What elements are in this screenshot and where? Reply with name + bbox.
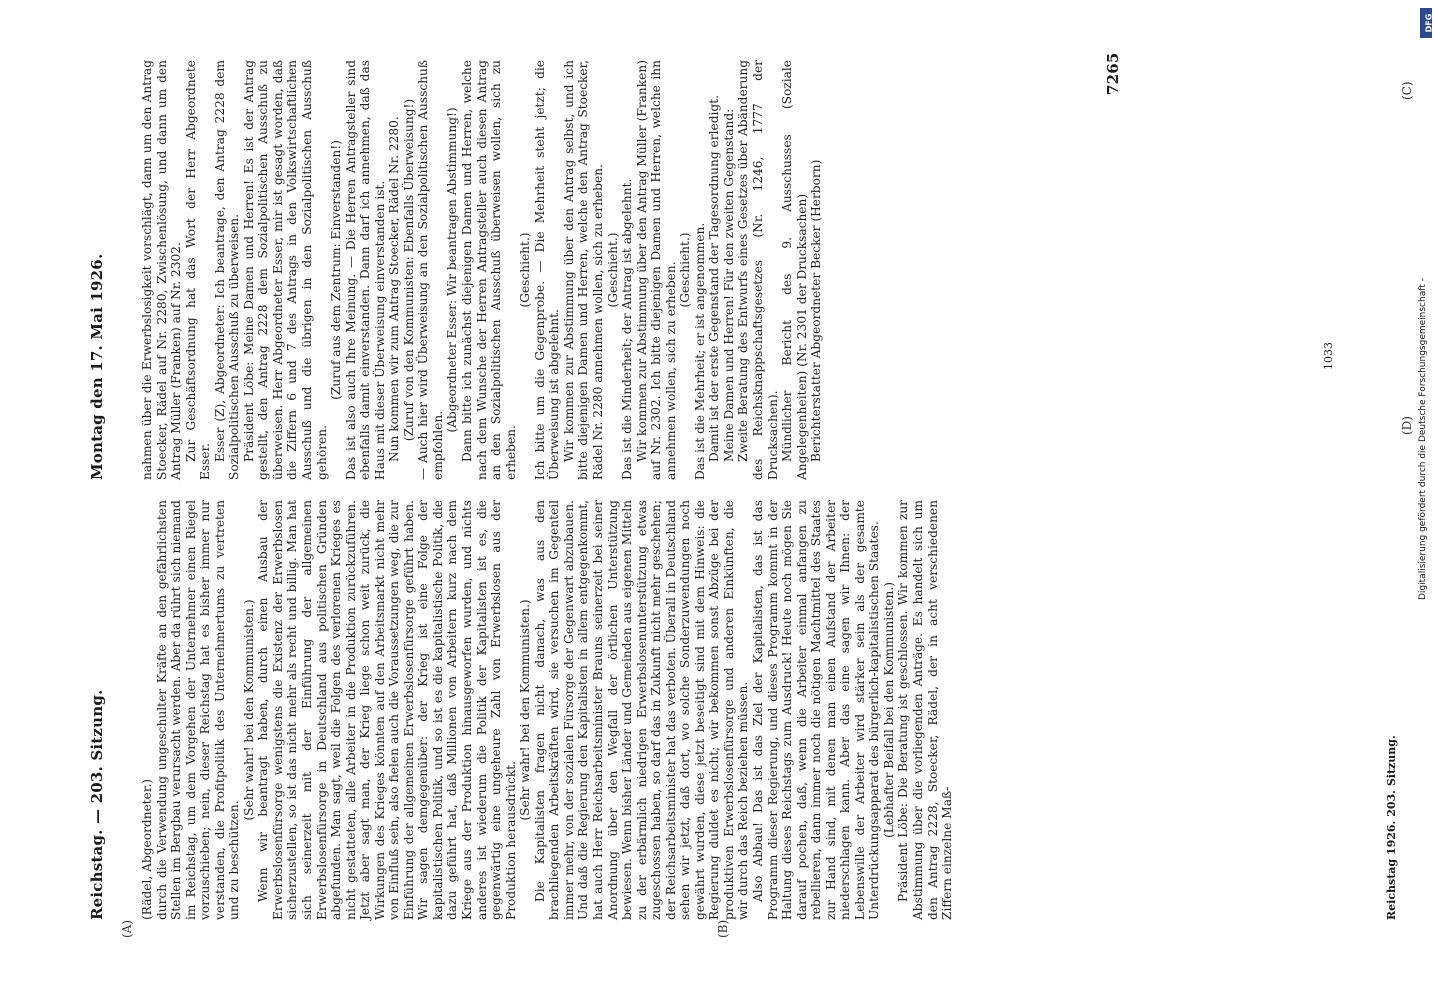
paragraph: Dann bitte ich zunächst diejenigen Damen und Herren, welche nach dem Wunsche der Herren Antragsteller auch diesen Antrag an den Sozialpolitischen Ausschuß überweisen wollen, sich zu erheben. — [460, 60, 518, 480]
paragraph: Die Kapitalisten fragen nicht danach, was aus den brachliegenden Arbeitskräften wird, sie versuchen im Gegenteil immer mehr, von der sozialen Fürsorge der Gegenwart abzubauen. Und daß die Regierung den Kapitalisten in allem entgegenkommt, hat auch Herr Reichsarbeitsminister Brauns seinerzeit bei seiner Anordnung über den Wegfall der örtlichen Unterstützung bewiesen. Wenn bisher Länder und Gemeinden aus eigenen Mitteln zu der erbärmlich niedrigen Erwerbslosenunterstützung etwas zugeschossen haben, so darf das in Zukunft nicht mehr geschehen; der Reichsarbeitsminister hat das verboten. Überall in Deutschland sehen wir jetzt, daß dort, wo solche Sonderzuwendungen noch gewährt wurden, diese jetzt beseitigt sind mit dem Hinweis: die Regierung duldet es nicht; wir bekommen sonst Abzüge bei der produktiven Erwerbslosenfürsorge und anderen Einkünften, die wir durch das Reich beziehen müssen. — [532, 500, 751, 920]
paragraph: Esser (Z), Abgeordneter: Ich beantrage, den Antrag 2228 dem Sozialpolitischen Ausschuß zu überweisen. — [212, 60, 242, 480]
margin-letter-d: (D) — [1400, 416, 1414, 435]
margin-letter-a: (A) — [120, 919, 134, 938]
paragraph: Zweite Beratung des Entwurfs eines Gesetzes über Abänderung des Reichsknappschaftsgesetzes (Nr. 1246, 1777 der Drucksachen). — [736, 60, 780, 480]
text-column-right — [140, 60, 1400, 480]
page-number: 7265 — [1104, 52, 1122, 95]
paragraph: Das ist also auch Ihre Meinung. — Die Herren Antragsteller sind ebenfalls damit einverstanden. Dann darf ich annehmen, daß das Haus mit dieser Überweisung einverstanden ist. — [343, 60, 387, 480]
interjection: (Sehr wahr! bei den Kommunisten.) — [241, 599, 256, 821]
running-header-right: Montag den 17. Mai 1926. — [88, 253, 106, 480]
margin-letter-b: (B) — [716, 919, 730, 938]
paragraph: Wir kommen zur Abstimmung über den Antrag Müller (Franken) auf Nr. 2302. Ich bitte diejenigen Damen und Herren, welche ihn annehmen wollen, sich zu erheben. — [634, 60, 678, 480]
paragraph: Nun kommen wir zum Antrag Stoecker, Rädel Nr. 2280. — [387, 116, 402, 462]
paragraph: Präsident Löbe: Meine Damen und Herren! Es ist der Antrag gestellt, den Antrag 2228 dem Sozialpolitischen Ausschuß zu überweisen. Herr Abgeordneter Esser, mir ist gesagt worden, daß die Ziffern 6 und 7 des Antrags in den Volkswirtschaftlichen Ausschuß und die übrigen in den Sozialpolitischen Ausschuß gehören. — [241, 60, 329, 480]
interjection: (Zuruf aus dem Zentrum: Einverstanden!) — [329, 140, 344, 400]
paragraph: Also Abbau! Das ist das Ziel der Kapitalisten, das ist das Programm dieser Regierung, und dieses Programm kommt in der Haltung dieses Reichstags zum Ausdruck! Heute noch mögen Sie darauf pochen, daß, wenn die Arbeiter einmal anfangen zu rebellieren, dann immer noch die nötigen Machtmittel des Staates zur Hand sind, mit denen man einen Aufstand der Arbeiter niederschlagen kann. Aber das eine sagen wir Ihnen: der Lebenswille der Arbeiter wird stärker sein als der gesamte Unterdrückungsapparat des bürgerlich-kapitalistischen Staates. — [750, 500, 882, 920]
paragraph: Ich bitte um die Gegenprobe. — Die Mehrheit steht jetzt; die Überweisung ist abgelehnt. — [532, 60, 562, 480]
margin-letter-c: (C) — [1400, 81, 1414, 100]
funding-credit — [1418, 278, 1428, 600]
paragraph: Mündlicher Bericht des 9. Ausschusses (Soziale Angelegenheiten) (Nr. 2301 der Drucksachen) — [780, 60, 809, 480]
paragraph: Das ist die Minderheit; der Antrag ist abgelehnt. — [620, 178, 635, 480]
paragraph: Wir kommen zur Abstimmung über den Antrag selbst, und ich bitte diejenigen Damen und Herren, welche den Antrag Stoecker, Rädel Nr. 2280 annehmen wollen, sich zu erheben. — [561, 60, 605, 480]
paragraph: Damit ist der erste Gegenstand der Tagesordnung erledigt. — [707, 95, 722, 462]
interjection: (Geschieht.) — [605, 232, 620, 308]
interjection: (Zuruf von den Kommunisten: Ebenfalls Überweisung!) — [401, 98, 416, 442]
paragraph: (Rädel, Abgeordneter.) — [140, 778, 154, 920]
funding-credit-text: Digitalisierung gefördert durch die Deutsche Forschungsgemeinschaft - — [1418, 278, 1428, 600]
footer-page-ref: 1033 — [1322, 342, 1335, 370]
footer-left — [1385, 735, 1398, 920]
paragraph: Das ist die Mehrheit; er ist angenommen. — [692, 222, 707, 480]
paragraph: Präsident Löbe: Die Beratung ist geschlossen. Wir kommen zur Abstimmung über die vorliegenden Anträge. Es handelt sich um den Antrag 2228, Stoecker, Rädel, der in acht verschiedenen Ziffern einzelne Maß- — [896, 500, 955, 920]
interjection: (Lebhafter Beifall bei den Kommunisten.) — [881, 582, 896, 839]
interjection: (Sehr wahr! bei den Kommunisten.) — [518, 599, 533, 821]
running-header-left: Reichstag. — 203. Sitzung. — [88, 689, 106, 920]
paragraph: durch die Verwendung ungeschulter Kräfte an den gefährlichsten Stellen im Bergbau verursacht werden. Aber da rührt sich niemand im Reichstag, um dem Vorgehen der Unternehmer einen Riegel vorzuschieben; nein, dieser Reichstag hat es bisher immer nur verstanden, die Profitpolitik des Unternehmertums zu vertreten und zu beschützen. — [154, 500, 242, 920]
paragraph: Berichterstatter Abgeordneter Becker (Herborn) — [809, 159, 824, 462]
paragraph: — Auch hier wird Überweisung an den Sozialpolitischen Ausschuß empfohlen. — [416, 60, 445, 480]
interjection: (Abgeordneter Esser: Wir beantragen Abstimmung!) — [445, 107, 460, 433]
dfg-logo-text: DFG — [1424, 13, 1434, 33]
paragraph: Meine Damen und Herren! Für den zweiten Gegenstand: — [721, 108, 736, 462]
text-column-left — [140, 500, 1400, 920]
interjection: (Geschieht.) — [678, 232, 693, 308]
paragraph: Wenn wir beantragt haben, durch einen Ausbau der Erwerbslosenfürsorge wenigstens die Existenz der Erwerbslosen sicherzustellen, so ist das nicht mehr als recht und billig. Man hat sich seinerzeit mit der Einführung der allgemeinen Erwerbslosenfürsorge in Deutschland aus politischen Gründen abgefunden. Man sagt, weil die Folgen des verlorenen Krieges es nicht gestatteten, alle Arbeiter in die Produktion zurückzuführen. Jetzt aber sagt man, der Krieg liege schon weit zurück, die Wirkungen des Krieges könnten auf den Arbeitsmarkt nicht mehr von Einfluß sein, also fielen auch die Voraussetzungen weg, die zur Einführung der allgemeinen Erwerbslosenfürsorge geführt haben. Wir sagen demgegenüber: der Krieg ist eine Folge der kapitalistischen Politik, und so ist es die kapitalistische Politik, die dazu geführt hat, daß Millionen von Arbeitern kurz nach dem Kriege aus der Produktion hinausgeworfen wurden, und nichts anderes ist wiederum die Politik der Kapitalisten ist es, die gegenwärtig eine ungeheure Zahl von Erwerbslosen aus der Produktion herausdrückt. — [256, 500, 518, 920]
footer-left-text: Reichstag 1926. 203. Sitzung. — [1385, 735, 1398, 920]
dfg-logo — [1420, 8, 1432, 38]
interjection: (Geschieht.) — [518, 232, 533, 308]
paragraph: nahmen über die Erwerbslosigkeit vorschlägt, dann um den Antrag Stoecker, Rädel auf Nr. 2280, Zwischenlösung, und dann um den Antrag Müller (Franken) auf Nr. 2302. — [140, 60, 184, 480]
paragraph: Zur Geschäftsordnung hat das Wort der Herr Abgeordnete Esser. — [183, 60, 213, 480]
